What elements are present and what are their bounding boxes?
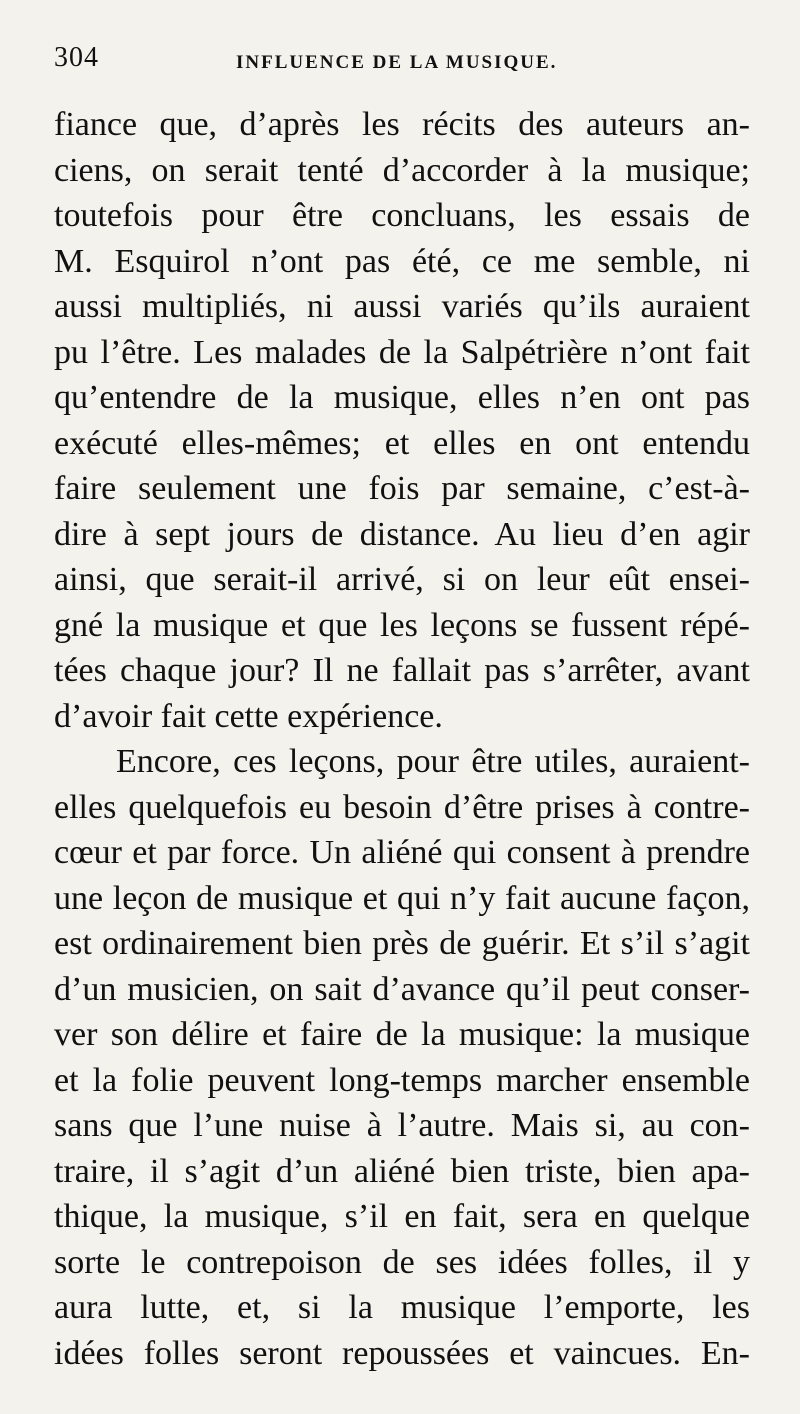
- text-line: cœur et par force. Un aliéné qui consent à prendre: [54, 834, 750, 871]
- text-line: traire, il s’agit d’un aliéné bien triste, bien apa-: [54, 1152, 750, 1190]
- paragraph-1: [54, 102, 750, 739]
- paragraph-2: [54, 739, 750, 1376]
- text-line: Encore, ces leçons, pour être utiles, auraient-: [116, 743, 750, 780]
- text-line: ciens, on serait tenté d’accorder à la musique;: [54, 151, 750, 189]
- text-line: ver son délire et faire de la musique: la musique: [54, 1016, 750, 1053]
- text-line: thique, la musique, s’il en fait, sera en quelque: [54, 1198, 750, 1235]
- text-line: pu l’être. Les malades de la Salpétrière n’ont fait: [54, 333, 750, 371]
- text-line: M. Esquirol n’ont pas été, ce me semble, ni: [54, 242, 750, 280]
- text-line: d’un musicien, on sait d’avance qu’il peut conser-: [54, 970, 750, 1008]
- text-line: exécuté elles-mêmes; et elles en ont entendu: [54, 424, 750, 462]
- text-line: toutefois pour être concluans, les essais de: [54, 197, 750, 234]
- text-line: qu’entendre de la musique, elles n’en ont pas: [54, 379, 750, 416]
- text-line: est ordinairement bien près de guérir. Et s’il s’agit: [54, 925, 750, 962]
- text-line: aussi multipliés, ni aussi variés qu’ils auraient: [54, 288, 750, 325]
- page-number: 304: [54, 42, 99, 73]
- running-head: [54, 42, 768, 82]
- text-line: et la folie peuvent long-temps marcher ensemble: [54, 1061, 750, 1099]
- running-title: INFLUENCE DE LA MUSIQUE.: [236, 52, 558, 73]
- body-text: [54, 102, 750, 1376]
- text-line: ainsi, que serait-il arrivé, si on leur eût ensei-: [54, 561, 750, 598]
- text-line: faire seulement une fois par semaine, c’est-à-: [54, 470, 750, 507]
- text-line: sans que l’une nuise à l’autre. Mais si, au con-: [54, 1107, 750, 1144]
- text-line: dire à sept jours de distance. Au lieu d’en agir: [54, 515, 750, 553]
- text-line: elles quelquefois eu besoin d’être prises à contre-: [54, 788, 750, 826]
- text-line: idées folles seront repoussées et vaincues. En-: [54, 1334, 750, 1372]
- text-line: tées chaque jour? Il ne fallait pas s’arrêter, avant: [54, 652, 750, 689]
- text-line: une leçon de musique et qui n’y fait aucune façon,: [54, 879, 750, 917]
- text-line: fiance que, d’après les récits des auteurs an-: [54, 106, 750, 143]
- text-line: d’avoir fait cette expérience.: [54, 697, 443, 735]
- text-line: aura lutte, et, si la musique l’emporte, les: [54, 1289, 750, 1326]
- text-line: sorte le contrepoison de ses idées folles, il y: [54, 1243, 750, 1281]
- text-line: gné la musique et que les leçons se fussent répé-: [54, 606, 750, 644]
